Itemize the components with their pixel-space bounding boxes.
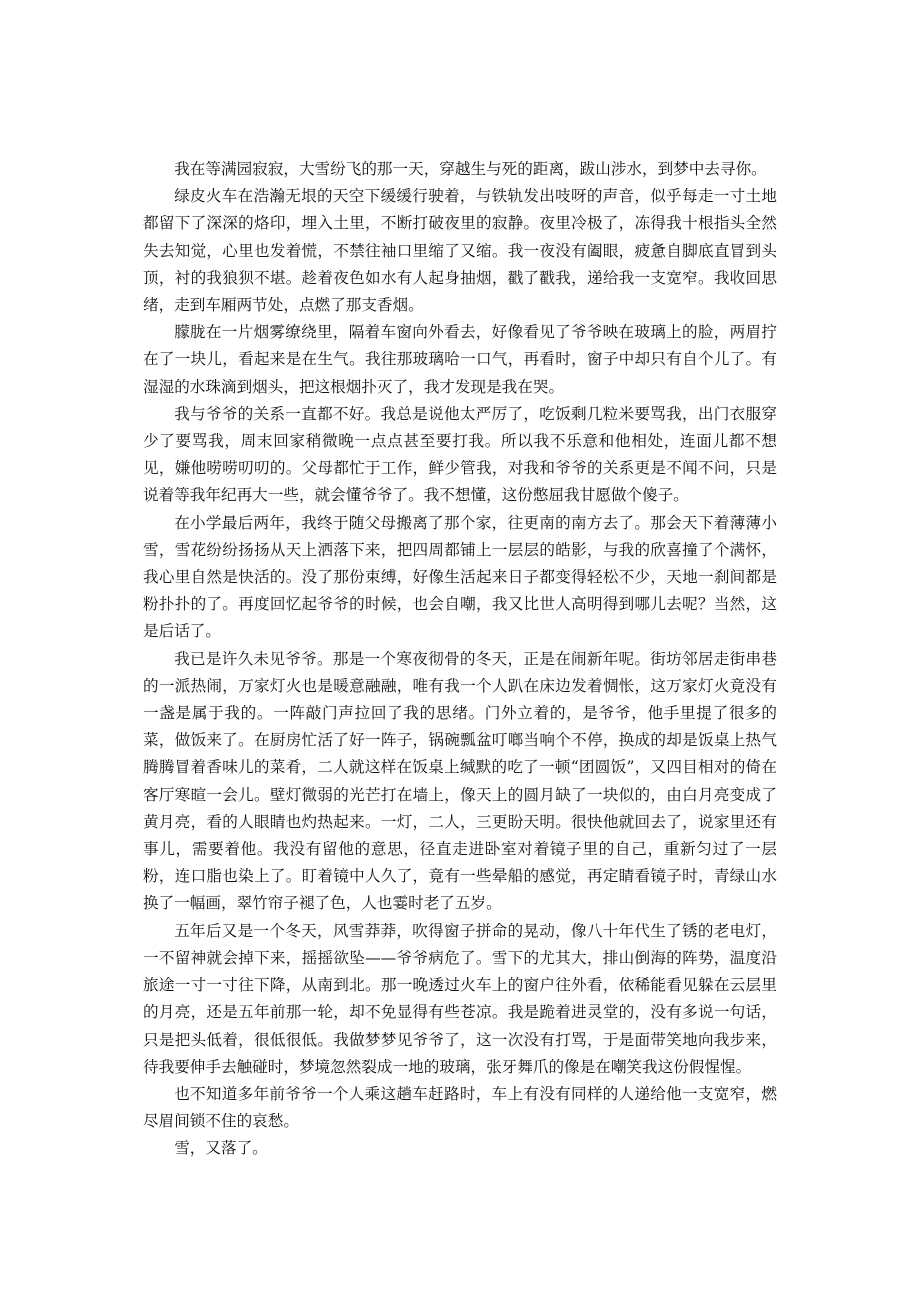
paragraph-7: 五年后又是一个冬天，风雪莽莽，吹得窗子拼命的晃动，像八十年代生了锈的老电灯，一不留神就会掉下来，摇摇欲坠——爷爷病危了。雪下的尤其大，排山倒海的阵势，温度沿旅途一寸一寸往下降，从南到北。那一晚透过火车上的窗户往外看，依稀能看见躲在云层里的月亮，还是五年前那一轮，却不免显得有些苍凉。我是跪着进灵堂的，没有多说一句话，只是把头低着，很低很低。我做梦梦见爷爷了，这一次没有打骂，于是面带笑地向我步来，待我要伸手去触碰时，梦境忽然裂成一地的玻璃，张牙舞爪的像是在嘲笑我这份假惺惺。 [143,921,777,1076]
paragraph-8: 也不知道多年前爷爷一个人乘这趟车赶路时，车上有没有同样的人递给他一支宽窄，燃尽眉间锁不住的哀愁。 [143,1084,777,1131]
paragraph-1: 我在等满园寂寂，大雪纷飞的那一天，穿越生与死的距离，跋山涉水，到梦中去寻你。 [174,160,767,178]
paragraph-2: 绿皮火车在浩瀚无垠的天空下缓缓行驶着，与铁轨发出吱呀的声音，似乎每走一寸土地都留下了深深的烙印，埋入土里，不断打破夜里的寂静。夜里冷极了，冻得我十根指头全然失去知觉，心里也发着慌，不禁往袖口里缩了又缩。我一夜没有阖眼，疲惫自脚底直冒到头顶，衬的我狼狈不堪。趁着夜色如水有人起身抽烟，戳了戳我，递给我一支宽窄。我收回思绪，走到车厢两节处，点燃了那支香烟。 [143,187,777,315]
paragraph-6: 我已是许久未见爷爷。那是一个寒夜彻骨的冬天，正是在闹新年呢。街坊邻居走街串巷的一派热闹，万家灯火也是暖意融融，唯有我一个人趴在床边发着惆怅，这万家灯火竟没有一盏是属于我的。一阵敲门声拉回了我的思绪。门外立着的，是爷爷，他手里提了很多的菜，做饭来了。在厨房忙活了好一阵子，锅碗瓢盆叮啷当响个不停，换成的却是饭桌上热气腾腾冒着香味儿的菜肴，二人就这样在饭桌上缄默的吃了一顿“团圆饭”，又四目相对的倚在客厅寒暄一会儿。壁灯微弱的光芒打在墙上，像天上的圆月缺了一块似的，由白月亮变成了黄月亮，看的人眼睛也灼热起来。一灯，二人，三更盼天明。很快他就回去了，说家里还有事儿，需要着他。我没有留他的意思，径直走进卧室对着镜子里的自己，重新匀过了一层粉，连口脂也染上了。盯着镜中人久了，竟有一些晕船的感觉，再定睛看镜子时，青绿山水换了一幅画，翠竹帘子褪了色，人也霎时老了五岁。 [143,649,777,913]
paragraph-4: 我与爷爷的关系一直都不好。我总是说他太严厉了，吃饭剩几粒米要骂我，出门衣服穿少了要骂我，周末回家稍微晚一点点甚至要打我。所以我不乐意和他相处，连面儿都不想见，嫌他唠唠叨叨的。父母都忙于工作，鲜少管我，对我和爷爷的关系更是不闻不问，只是说着等我年纪再大一些，就会懂爷爷了。我不想懂，这份憋屈我甘愿做个傻子。 [143,404,777,505]
essay-body [143,156,777,1163]
paragraph-3: 朦胧在一片烟雾缭绕里，隔着车窗向外看去，好像看见了爷爷映在玻璃上的脸，两眉拧在了一块儿，看起来是在生气。我往那玻璃哈一口气，再看时，窗子中却只有自个儿了。有湿湿的水珠滴到烟头，把这根烟扑灭了，我才发现是我在哭。 [143,323,777,396]
paragraph-9: 雪，又落了。 [174,1139,268,1158]
paragraph-5: 在小学最后两年，我终于随父母搬离了那个家，往更南的南方去了。那会天下着薄薄小雪，雪花纷纷扬扬从天上洒落下来，把四周都铺上一层层的皓影，与我的欣喜撞了个满怀，我心里自然是快活的。没了那份束缚，好像生活起来日子都变得轻松不少，天地一刹间都是粉扑扑的了。再度回忆起爷爷的时候，也会自嘲，我又比世人高明得到哪儿去呢？当然，这是后话了。 [143,513,777,641]
